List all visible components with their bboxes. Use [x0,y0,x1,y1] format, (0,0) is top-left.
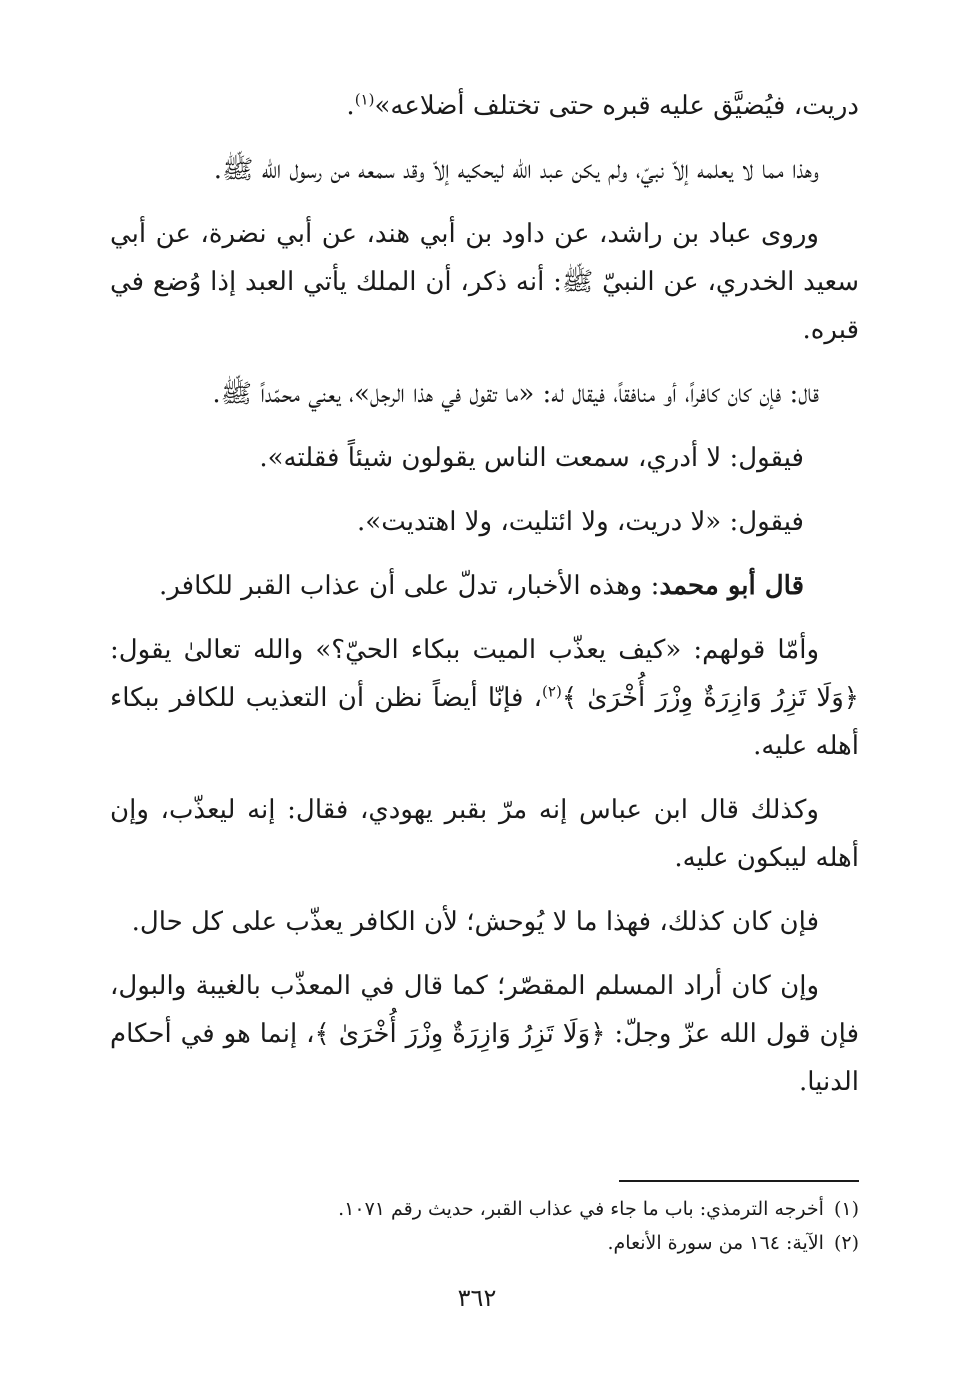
paragraph-7: قال أبو محمد: وهذه الأخبار، تدلّ على أن عذاب القبر للكافر. [159,571,804,601]
footnote-ref-2[interactable]: (٢) [542,682,562,701]
speaker-label: قال أبو محمد [659,571,804,601]
paragraph-1: دريت، فيُضيَّق عليه قبره حتى تختلف أضلاعه»$^{(١)}$. [346,90,859,121]
paragraph-5: فيقول: لا أدري، سمعت الناس يقولون شيئاً فقلته». [259,443,804,473]
footnotes [110,1192,859,1260]
paragraph-2: وهذا مما لا يعلمه إلاّ نبيّ، ولم يكن عبد الله ليحكيه إلاّ وقد سمعه من رسول الله ﷺ. [213,155,819,185]
footnote-ref-1[interactable]: (١) [354,90,375,109]
page-number: ٣٦٢ [457,1284,497,1312]
paragraph-11: وإن كان أراد المسلم المقصّر؛ كما قال في المعذّب بالغيبة والبول، فإن قول الله عزّ وجلّ: ﴿وَلَا تَزِرُ وَازِرَةٌ وِزْرَ أُخْرَىٰ ﴾، إنما هو في أحكام الدنيا. [110,971,859,1097]
paragraph-6: فيقول: «لا دريت، ولا ائتليت، ولا اهتديت». [357,507,804,537]
main-text [110,82,859,1106]
paragraph-3: وروى عباد بن راشد، عن داود بن أبي هند، عن أبي نضرة، عن أبي سعيد الخدري، عن النبيّ ﷺ: أنه ذكر، أن الملك يأتي العبد إذا وُضع في قبره. [110,219,859,345]
footnote-divider [619,1180,859,1182]
footnote-1: (١)أخرجه الترمذي: باب ما جاء في عذاب القبر، حديث رقم ١٠٧١. [338,1198,859,1220]
paragraph-9: وكذلك قال ابن عباس إنه مرّ بقبر يهودي، فقال: إنه ليعذّب، وإن أهله ليبكون عليه. [110,795,859,873]
paragraph-4: قال: فإن كان كافراً، أو منافقاً، فيقال له: «ما تقول في هذا الرجل»، يعني محمّداً ﷺ. [212,379,819,409]
paragraph-10: فإن كان كذلك، فهذا ما لا يُوحش؛ لأن الكافر يعذّب على كل حال. [131,907,819,937]
paragraph-8: وأمّا قولهم: «كيف يعذّب الميت ببكاء الحيّ؟» والله تعالىٰ يقول: ﴿وَلَا تَزِرُ وَازِرَةٌ وِزْرَ أُخْرَىٰ ﴾$^{(٢)}$، فإنّا أيضاً نظن أن التعذيب للكافر ببكاء أهله عليه. [110,635,859,761]
footnote-2: (٢)الآية: ١٦٤ من سورة الأنعام. [607,1232,859,1254]
